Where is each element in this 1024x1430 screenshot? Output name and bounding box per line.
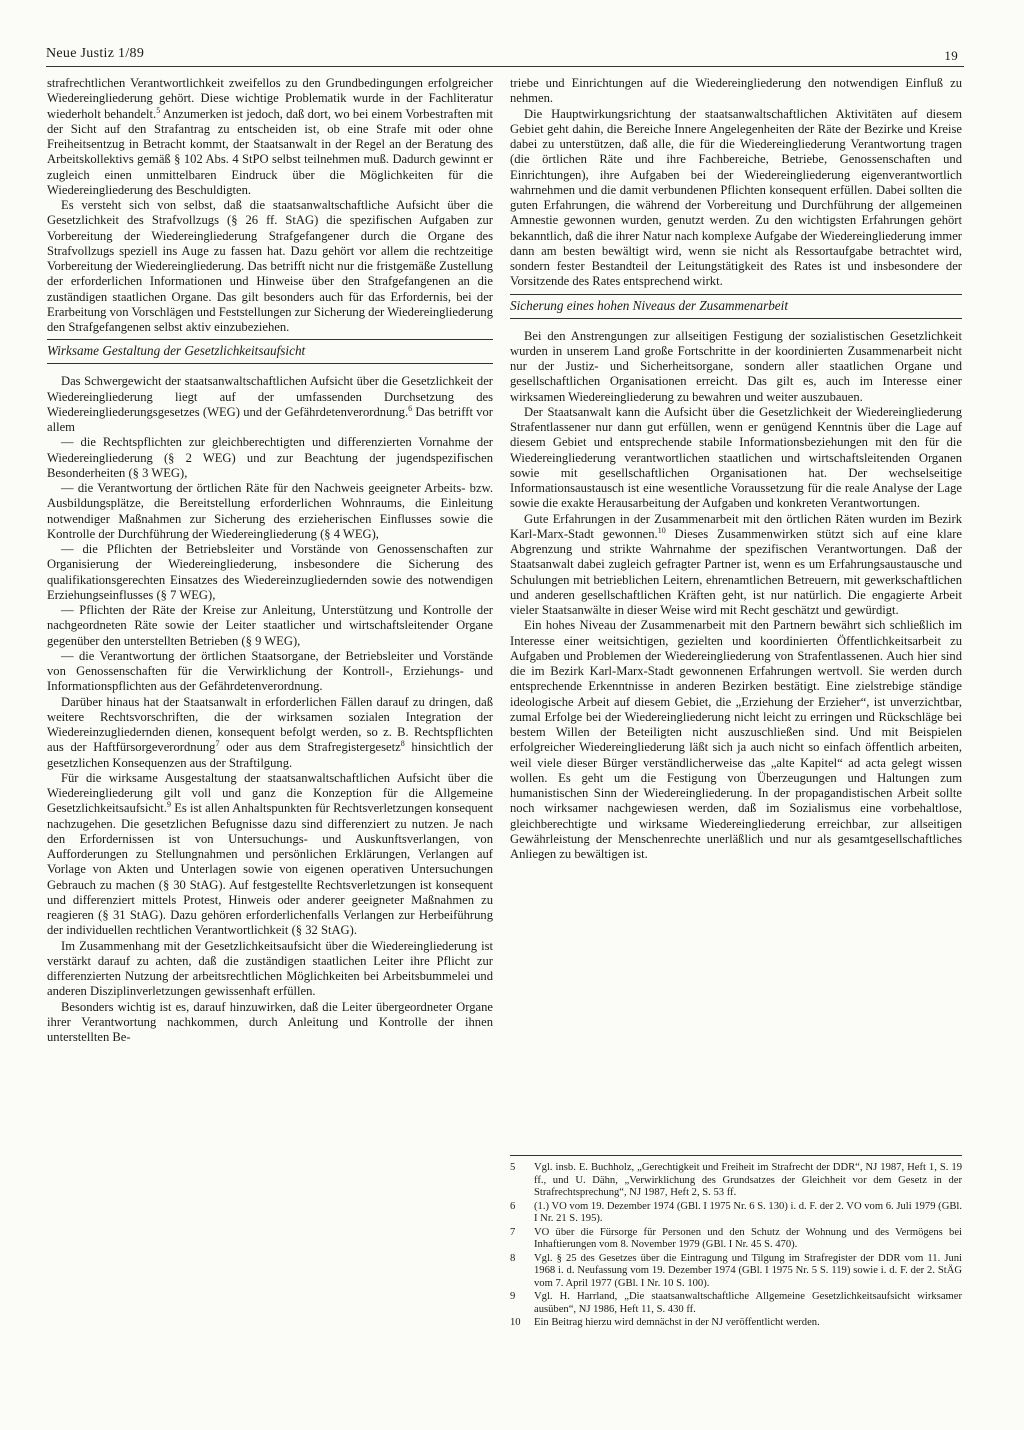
- footnotes: [510, 1155, 962, 1331]
- paragraph: Darüber hinaus hat der Staatsanwalt in erforderlichen Fällen darauf zu dringen, daß weitere Rechtsvorschriften, die der wirksamen sozialen Integration der Wiedereinzugliedernden dienen, konsequent befolgt werden, so z. B. Rechtspflichten aus der Haftfürsorgeverordnung$^7$ oder aus dem Strafregistergesetz$^8$ hinsichtlich der gesetzlichen Konsequenzen aus der Straftilgung.: [47, 694, 493, 770]
- paragraph: Der Staatsanwalt kann die Aufsicht über die Gesetzlichkeit der Wiedereingliederung Strafentlassener nur dann gut erfüllen, wenn er genügend Kenntnis über die Lage auf diesem Gebiet und entsprechende stabile Informationsbeziehungen mit den für die Wiedereingliederung verantwortlichen staatlichen und wirtschaftsleitenden Organen sowie mit gesellschaftlichen Organisationen hat. Der wechselseitige Informationsaustausch ist eine wesentliche Voraussetzung für die reale Analyse der Lage sowie die exakte Herausarbeitung der Aufgaben und konkreten Verantwortungen.: [510, 404, 962, 511]
- paragraph: Für die wirksame Ausgestaltung der staatsanwaltschaftlichen Aufsicht über die Wiedereingliederung gilt voll und ganz die Konzeption für die Allgemeine Gesetzlichkeitsaufsicht.$^9$ Es ist allen Anhaltspunkten für Rechtsverletzungen konsequent nachzugehen. Die gesetzlichen Befugnisse dazu sind differenziert zu nutzen. Je nach den Erfordernissen ist von Untersuchungs- und Auskunftsverlangen, von Aufforderungen zu Stellungnahmen und persönlichen Erklärungen, Verlangen auf Vorlage von Akten und Unterlagen sowie von eigenen operativen Untersuchungen Gebrauch zu machen (§ 30 StAG). Auf festgestellte Rechtsverletzungen ist konsequent und differenziert mittels Protest, Hinweis oder anderer geeigneter Maßnahmen zu reagieren (§ 31 StAG). Dazu gehören erforderlichenfalls Verlangen zur Herbeiführung der individuellen rechtlichen Verantwortlichkeit (§ 32 StAG).: [47, 770, 493, 938]
- header-rule: [46, 66, 964, 67]
- page-number: 19: [944, 48, 958, 63]
- list-item: — die Verantwortung der örtlichen Räte für den Nachweis geeigneter Arbeits- bzw. Ausbildungsplätze, die Bereitstellung erforderlichen Wohnraums, die Einleitung notwendiger Maßnahmen zur Sicherung des erzieherischen Einflusses sowie die Kontrolle der Durchführung der Wiedereingliederung (§ 4 WEG),: [47, 481, 493, 541]
- footnote-ref: 7: [215, 739, 220, 749]
- paragraph: Die Hauptwirkungsrichtung der staatsanwaltschaftlichen Aktivitäten auf diesem Gebiet geht dahin, die Bereiche Innere Angelegenheiten der Räte der Bezirke und Kreise dabei zu unterstützen, daß alle, die für die Wiedereingliederung Verantwortung tragen (die örtlichen Räte und ihre Fachbereiche, Betriebe, Genossenschaften und Einrichtungen), ihre Aufgaben bei der Wiedereingliederung eigenverantwortlich wahrnehmen und die damit verbundenen Pflichten konsequent erfüllen. Dabei sollten die guten Erfahrungen, die während der Vorbereitung und Durchführung der allgemeinen Amnestie gewonnen wurden, genutzt werden. Zu den wichtigsten Erfahrungen gehört bekanntlich, daß die ihrer Natur nach komplexe Aufgabe der Wiedereingliederung immer dann am besten bewältigt wird, wenn sie nicht als Ressortaufgabe betrachtet wird, sondern fester Bestandteil der Leitungstätigkeit des Rates ist und insbesondere der Vorsitzende des Rates entsprechend wirkt.: [510, 106, 962, 289]
- paragraph: Im Zusammenhang mit der Gesetzlichkeitsaufsicht über die Wiedereingliederung ist verstärkt darauf zu achten, daß die zuständigen staatlichen Leiter ihre Pflicht zur differenzierten Nutzung der arbeitsrechtlichen Möglichkeiten bei Arbeitsbummelei und anderen Disziplinverletzungen gewissenhaft erfüllen.: [47, 938, 493, 999]
- list-item: — die Verantwortung der örtlichen Staatsorgane, der Betriebsleiter und Vorstände von Genossenschaften für die Verwirklichung der Kontroll-, Erziehungs- und Informationspflichten aus der Gefährdetenverordnung.: [47, 648, 493, 694]
- section-heading: Sicherung eines hohen Niveaus der Zusammenarbeit: [510, 294, 962, 319]
- paragraph: Gute Erfahrungen in der Zusammenarbeit mit den örtlichen Räten wurden im Bezirk Karl-Marx-Stadt gewonnen.$^{10}$ Dieses Zusammenwirken stützt sich auf eine klare Abgrenzung und strikte Wahrnahme der spezifischen Verantwortungen. Daß der Staatsanwalt dabei zugleich gefragter Partner ist, wenn es um Erfahrungsaustausche und Schulungen mit betrieblichen Leitern, ehrenamtlichen Betreuern, mit gewerkschaftlichen und anderen gesellschaftlichen Kräften geht, ist nur natürlich. Die engagierte Arbeit vieler Staatsanwälte in dieser Weise wird mit Recht geschätzt und gewürdigt.: [510, 511, 962, 617]
- right-column: [510, 76, 962, 862]
- journal-title: Neue Justiz 1/89: [46, 46, 145, 61]
- footnote: 7 VO über die Fürsorge für Personen und den Schutz der Wohnung und des Vermögens bei Inhaftierungen vom 8. November 1979 (GBl. I Nr. 45 S. 470).: [510, 1226, 962, 1250]
- paragraph: Es versteht sich von selbst, daß die staatsanwaltschaftliche Aufsicht über die Gesetzlichkeit des Strafvollzugs (§ 26 ff. StAG) die spezifischen Aufgaben zur Vorbereitung der Wiedereingliederung Strafgefangener durch die Organe des Strafvollzugs speziell ins Auge zu fassen hat. Dazu gehört vor allem die rechtzeitige Vorbereitung der Wiedereingliederung. Das betrifft nicht nur die fristgemäße Zustellung der erforderlichen Informationen und Hinweise über den Strafgefangenen an die zuständigen staatlichen Organe. Das gilt besonders auch für das Erfordernis, bei der Erarbeitung von Vorschlägen und Feststellungen zur Sicherung der Wiedereingliederung den Strafgefangenen selbst aktiv einzubeziehen.: [47, 198, 493, 334]
- footnote-ref: 5: [156, 105, 161, 115]
- footnote-ref: 8: [400, 739, 405, 749]
- footnote: 8 Vgl. § 25 des Gesetzes über die Eintragung und Tilgung im Strafregister der DDR vom 11. Juni 1968 i. d. Neufassung vom 19. Dezember 1974 (GBl. I 1975 Nr. 5 S. 119) sowie i. d. F. der 2. StÄG vom 7. April 1977 (GBl. I Nr. 10 S. 100).: [510, 1252, 962, 1289]
- paragraph: Ein hohes Niveau der Zusammenarbeit mit den Partnern bewährt sich schließlich im Interesse einer weitsichtigen, gezielten und koordinierten Öffentlichkeitsarbeit zu Aufgaben und Problemen der Wiedereingliederung von Strafentlassenen. Auch hier sind die im Bezirk Karl-Marx-Stadt gewonnenen Erfahrungen wertvoll. Sie werden durch entsprechende Erkenntnisse in anderen Bezirken bestätigt. Eine zielstrebige ständige ideologische Arbeit auf diesem Gebiet, die „Erziehung der Erzieher“, ist unverzichtbar, zumal Erfolge bei der Wiedereingliederung nicht leicht zu erringen und Rückschläge bei bestem Willen der Beteiligten nicht auszuschließen sind. Und mit Beispielen erfolgreicher Wiedereingliederung läßt sich ja auch nicht so einfach öffentlich arbeiten, weil viele dieser Bürger verständlicherweise das „alte Kapitel“ ad acta gelegt wissen wollen. Es geht um die Festigung von Überzeugungen und Haltungen zum humanistischen Sinn der Wiedereingliederung. In der propagandistischen Arbeit sollte noch wirksamer nachgewiesen werden, daß im Sozialismus eine vorbehaltlose, gleichberechtigte und wirksame Wiedereingliederung erreichbar, zur allseitigen Gewährleistung der Menschenrechte unerläßlich und nur als gesamtgesellschaftliches Anliegen zu bewältigen ist.: [510, 618, 962, 861]
- paragraph: strafrechtlichen Verantwortlichkeit zweifellos zu den Grundbedingungen erfolgreicher Wiedereingliederung gehört. Diese wichtige Problematik wurde in der Fachliteratur wiederholt behandelt.$^5$ Anzumerken ist jedoch, daß dort, wo bei einem Vorbestraften mit der Sicht auf den Strafantrag zu entscheiden ist, ob eine Strafe mit oder ohne Freiheitsentzug in Betracht kommt, der Staatsanwalt in der Regel an der Beratung des Arbeitskollektivs gemäß § 102 Abs. 4 StPO selbst teilnehmen muß. Dadurch gewinnt er zugleich einen unmittelbaren Eindruck über die Möglichkeiten für die Wiedereingliederung des Beschuldigten.: [47, 76, 494, 197]
- page-header: [46, 46, 964, 68]
- paragraph: Besonders wichtig ist es, darauf hinzuwirken, daß die Leiter übergeordneter Organe ihrer Verantwortung nachkommen, durch Anleitung und Kontrolle der ihnen unterstellten Be-: [47, 999, 493, 1044]
- footnote-ref: 10: [657, 525, 666, 535]
- left-column: [47, 76, 493, 1045]
- section-heading: Wirksame Gestaltung der Gesetzlichkeitsaufsicht: [47, 339, 493, 364]
- list-item: — die Pflichten der Betriebsleiter und Vorstände von Genossenschaften zur Organisierung der Wiedereingliederung, insbesondere die Sicherung des qualifikationsgerechten Einsatzes des Wiedereinzugliedernden sowie des notwendigen Erziehungseinflusses (§ 7 WEG),: [47, 542, 493, 602]
- footnote: 6 (1.) VO vom 19. Dezember 1974 (GBl. I 1975 Nr. 6 S. 130) i. d. F. der 2. VO vom 6. Juli 1979 (GBl. I Nr. 21 S. 195).: [510, 1200, 962, 1224]
- footnote-ref: 9: [166, 800, 171, 810]
- paragraph: Bei den Anstrengungen zur allseitigen Festigung der sozialistischen Gesetzlichkeit wurden in unserem Land große Fortschritte in der koordinierten Zusammenarbeit nicht nur der Justiz- und Sicherheitsorgane, sondern aller staatlichen Organe und gesellschaftlichen Organisationen erreicht. Das gilt es, auch im Interesse einer wirksamen Wiedereingliederung zu bewahren und weiter auszubauen.: [510, 328, 962, 404]
- footnote: 5 Vgl. insb. E. Buchholz, „Gerechtigkeit und Freiheit im Strafrecht der DDR“, NJ 1987, Heft 1, S. 19 ff., und U. Dähn, „Verwirklichung des Grundsatzes der Gleichheit vor dem Gesetz in der Strafrechtsprechung“, NJ 1987, Heft 2, S. 53 ff.: [510, 1162, 962, 1198]
- paragraph: triebe und Einrichtungen auf die Wiedereingliederung den notwendigen Einfluß zu nehmen.: [510, 76, 962, 106]
- footnote: 10 Ein Beitrag hierzu wird demnächst in der NJ veröffentlicht werden.: [510, 1317, 820, 1328]
- footnote-number: 10: [510, 1317, 521, 1328]
- list-item: — die Rechtspflichten zur gleichberechtigten und differenzierten Vornahme der Wiedereingliederung (§ 2 WEG) und zur Beachtung der jugendspezifischen Besonderheiten (§ 3 WEG),: [47, 435, 493, 480]
- footnote-number: 6: [510, 1200, 516, 1212]
- footnote-ref: 6: [408, 403, 413, 413]
- footnote: 9 Vgl. H. Harrland, „Die staatsanwaltschaftliche Allgemeine Gesetzlichkeitsaufsicht wirksamer ausüben“, NJ 1986, Heft 11, S. 430 ff.: [510, 1291, 962, 1315]
- list-item: — Pflichten der Räte der Kreise zur Anleitung, Unterstützung und Kontrolle der nachgeordneten Räte sowie der Leiter staatlicher und wirtschaftsleitender Organe gegenüber den unterstellten Betrieben (§ 9 WEG),: [47, 603, 493, 648]
- footnote-number: 5: [510, 1162, 516, 1173]
- footnote-number: 7: [510, 1226, 516, 1238]
- footnote-number: 9: [510, 1291, 516, 1302]
- footnote-number: 8: [510, 1252, 516, 1264]
- paragraph: Das Schwergewicht der staatsanwaltschaftlichen Aufsicht über die Gesetzlichkeit der Wiedereingliederung liegt auf der umfassenden Durchsetzung des Wiedereingliederungsgesetzes (WEG) und der Gefährdetenverordnung.$^6$ Das betrifft vor allem: [47, 374, 493, 434]
